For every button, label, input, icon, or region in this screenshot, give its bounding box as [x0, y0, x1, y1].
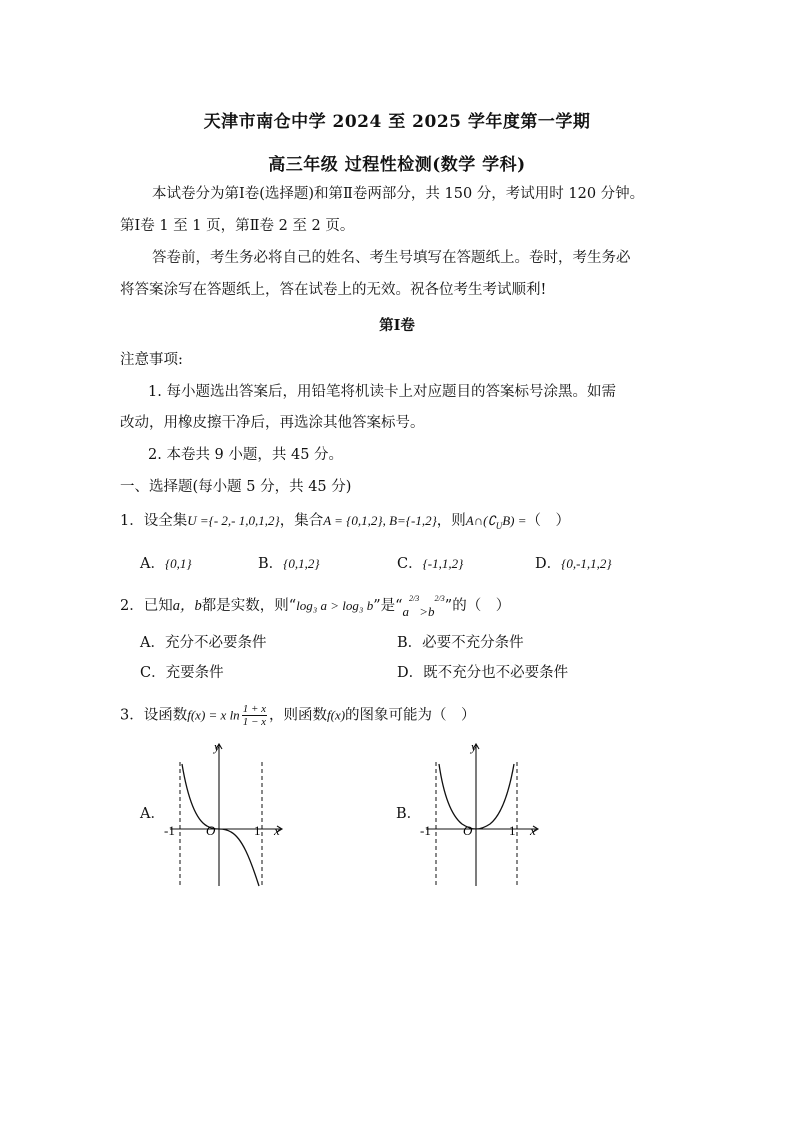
option-label: C．	[140, 665, 166, 681]
x-axis-label: x	[274, 823, 280, 838]
q1-mid: ，集合	[279, 513, 324, 529]
option-value: 充分不必要条件	[164, 635, 267, 651]
part-title: 一、选择题(每小题 5 分，共 45 分)	[120, 479, 352, 495]
question-2	[120, 594, 511, 619]
note-2: 2. 本卷共 9 小题，共 45 分。	[148, 447, 344, 463]
q2-text-3: ”的（ ）	[444, 597, 511, 614]
option-value: {0,1,2}	[283, 556, 320, 571]
option-label: B．	[397, 635, 423, 651]
intro-paragraph-2-line-2: 将答案涂写在答题纸上，答在试卷上的无效。祝各位考生考试顺利!	[120, 282, 547, 298]
q2-cond2-a: a	[402, 603, 410, 619]
option-label: B．	[258, 556, 284, 572]
q1-option-c[interactable]	[397, 557, 463, 572]
option-label: A．	[140, 556, 165, 572]
q3-graph-a[interactable]	[160, 738, 290, 888]
note-1-line-1: 1. 每小题选出答案后，用铅笔将机读卡上对应题目的答案标号涂黑。如需	[148, 384, 616, 400]
note-1-line-2: 改动，用橡皮擦干净后，再选涂其他答案标号。	[120, 415, 425, 431]
q1-expression-2: B) =	[502, 513, 527, 528]
q3-fraction-numerator: 1 + x	[242, 703, 266, 715]
q1-expression: A∩(∁	[465, 513, 496, 528]
tick-label-1: 1	[254, 823, 261, 838]
q1-sets: A = {0,1,2}, B={-1,2}	[323, 513, 437, 528]
tick-label-1: 1	[509, 823, 516, 838]
q1-tail: ，则	[436, 513, 466, 529]
origin-label: O	[206, 823, 216, 838]
q2-cond2-gt: >	[419, 603, 429, 619]
q3-graph-b[interactable]	[416, 738, 546, 888]
option-value: 充要条件	[165, 665, 224, 681]
option-value: 既不充分也不必要条件	[423, 665, 569, 681]
q2-prefix: 2．已知	[120, 597, 173, 614]
y-axis-label: y	[471, 739, 477, 754]
q3-prefix: 3．设函数	[120, 707, 188, 724]
q3-graph-b-label[interactable]: B．	[396, 806, 422, 822]
option-label: D．	[397, 665, 424, 681]
q2-option-a[interactable]	[140, 636, 266, 651]
q1-answer-paren: （ ）	[526, 513, 571, 529]
notes-title: 注意事项:	[120, 352, 183, 368]
exam-title: 天津市南仓中学 2024 至 2025 学年度第一学期	[203, 112, 591, 132]
y-axis-label: y	[214, 739, 220, 754]
q2-option-d[interactable]	[397, 666, 568, 681]
exam-subtitle: 高三年级 过程性检测(数学 学科)	[268, 155, 526, 175]
question-1	[120, 514, 570, 531]
q2-vars: a，b	[172, 597, 202, 614]
q2-option-c[interactable]	[140, 666, 224, 681]
q2-cond2-exp-a: 2/3	[409, 594, 420, 603]
tick-label-neg-1: -1	[420, 823, 431, 838]
q2-text-2: ”是“	[373, 597, 403, 614]
function-curve	[182, 764, 259, 886]
q3-mid: ，则函数	[269, 707, 327, 724]
tick-label-neg-1: -1	[164, 823, 175, 838]
intro-paragraph-2-line-1: 答卷前，考生务必将自己的姓名、考生号填写在答题纸上。卷时，考生务必	[152, 250, 631, 266]
intro-paragraph-1-line-1: 本试卷分为第Ⅰ卷(选择题)和第Ⅱ卷两部分，共 150 分，考试用时 120 分钟。	[152, 186, 645, 202]
q3-function: f(x) = x ln	[187, 707, 240, 723]
option-value: {0,1}	[164, 556, 192, 571]
origin-label: O	[463, 823, 473, 838]
q2-cond2-exp-b: 2/3	[434, 594, 445, 603]
intro-paragraph-1-line-2: 第Ⅰ卷 1 至 1 页，第Ⅱ卷 2 至 2 页。	[120, 218, 355, 234]
option-label: D．	[535, 556, 562, 572]
q2-condition-1: log₃ a > log₃ b	[296, 597, 374, 613]
q1-option-a[interactable]	[140, 557, 192, 572]
x-axis-label: x	[530, 823, 536, 838]
q3-fraction	[242, 703, 267, 728]
q1-option-d[interactable]	[535, 557, 612, 572]
q3-tail: 的图象可能为（ ）	[345, 707, 476, 724]
q1-expression-sub: U	[495, 520, 503, 531]
q1-universal-set: U ={- 2,- 1,0,1,2}	[187, 513, 280, 528]
q1-prefix: 1．设全集	[120, 513, 188, 529]
option-value: {0,-1,1,2}	[561, 556, 612, 571]
section-heading: 第Ⅰ卷	[379, 317, 415, 334]
option-label: C．	[397, 556, 423, 572]
option-label: A．	[140, 635, 165, 651]
q3-graph-a-label[interactable]: A．	[140, 806, 165, 822]
q2-text-1: 都是实数，则“	[201, 597, 297, 614]
q3-function-2: f(x)	[327, 707, 346, 723]
option-value: {-1,1,2}	[422, 556, 464, 571]
q2-option-b[interactable]	[397, 636, 524, 651]
question-3	[120, 703, 476, 727]
q1-option-b[interactable]	[258, 557, 320, 572]
q2-cond2-b: b	[428, 603, 435, 619]
option-value: 必要不充分条件	[422, 635, 524, 651]
q3-fraction-denominator: 1 − x	[242, 716, 266, 728]
